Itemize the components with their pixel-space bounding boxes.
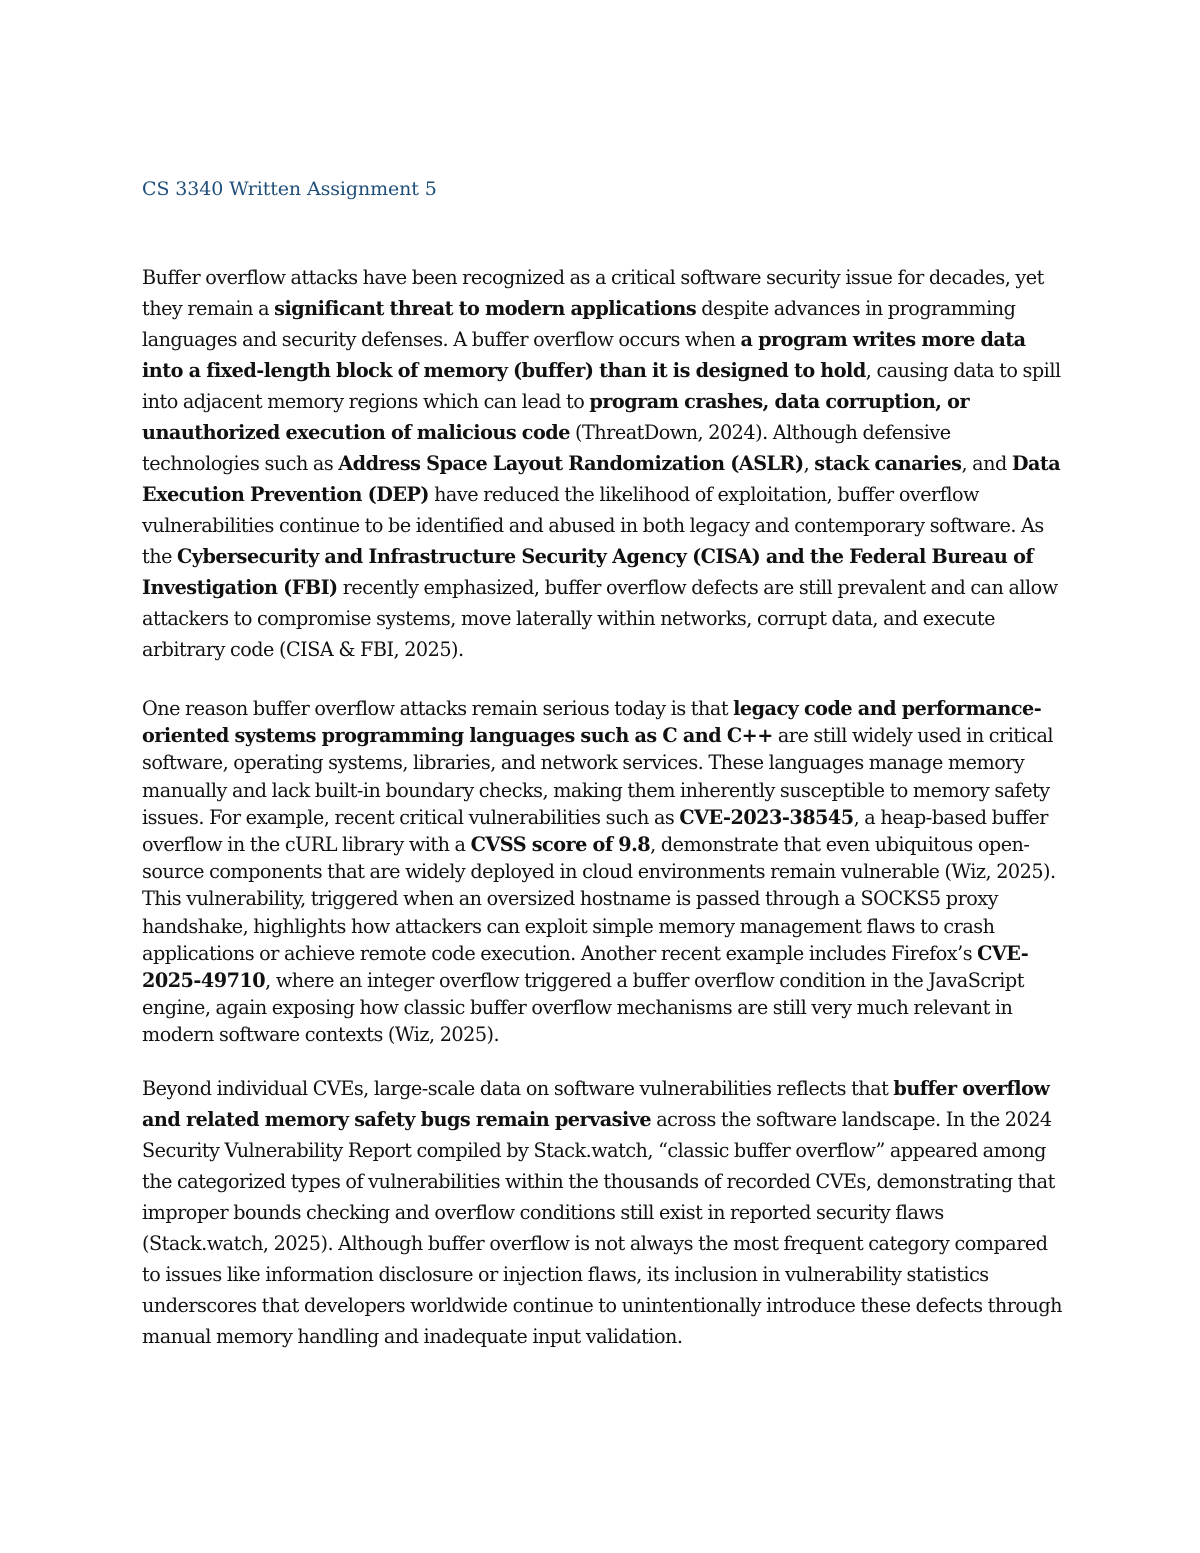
bold-run: buffer overflow and related memory safety bugs remain pervasive bbox=[142, 1077, 1050, 1131]
bold-run: Cybersecurity and Infrastructure Security Agency (CISA) and the Federal Bureau of Investigation (FBI) bbox=[142, 545, 1034, 599]
text-run: (ThreatDown, 2024). Although defensive technologies such as bbox=[142, 421, 951, 475]
bold-run: CVE-2023-38545 bbox=[679, 805, 854, 829]
text-run: Beyond individual CVEs, large-scale data on software vulnerabilities reflects that bbox=[142, 1077, 894, 1100]
bold-run: legacy code and performance-oriented systems programming languages such as C and C++ bbox=[142, 697, 1042, 748]
text-run: One reason buffer overflow attacks remain serious today is that bbox=[142, 697, 734, 720]
text-run: , and bbox=[961, 452, 1012, 475]
document-title: CS 3340 Written Assignment 5 bbox=[142, 178, 437, 200]
text-run: recently emphasized, buffer overflow defects are still prevalent and can allow attackers to compromise systems, move laterally within networks, corrupt data, and execute arbitrary code (CISA & FBI, 2025). bbox=[142, 576, 1058, 661]
paragraph-3 bbox=[142, 1073, 1062, 1352]
bold-run: Address Space Layout Randomization (ASLR) bbox=[338, 452, 804, 475]
text-run: , a heap-based buffer overflow in the cURL library with a bbox=[142, 805, 1048, 857]
bold-run: CVSS score of 9.8 bbox=[470, 833, 651, 857]
text-run: Buffer overflow attacks have been recognized as a critical software security issue for decades, yet they remain a bbox=[142, 266, 1044, 320]
text-run: are still widely used in critical software, operating systems, libraries, and network services. These languages manage memory manually and lack built-in boundary checks, making them inherently susceptible to memory safety issues. For example, recent critical vulnerabilities such as bbox=[142, 724, 1054, 829]
paragraph-1 bbox=[142, 262, 1062, 665]
paragraph-2 bbox=[142, 695, 1062, 1049]
text-run: , where an integer overflow triggered a buffer overflow condition in the JavaScript engine, again exposing how classic buffer overflow mechanisms are still very much relevant in modern software contexts (Wiz, 2025). bbox=[142, 969, 1024, 1047]
bold-run: CVE-2025-49710 bbox=[142, 941, 1029, 993]
bold-run: stack canaries bbox=[814, 452, 962, 475]
bold-run: a program writes more data into a fixed-length block of memory (buffer) than it is designed to hold bbox=[142, 328, 1026, 382]
text-run: have reduced the likelihood of exploitation, buffer overflow vulnerabilities continue to be identified and abused in both legacy and contemporary software. As the bbox=[142, 483, 1044, 568]
text-run: , demonstrate that even ubiquitous open-source components that are widely deployed in cloud environments remain vulnerable (Wiz, 2025). This vulnerability, triggered when an oversized hostname is passed through a SOCKS5 proxy handshake, highlights how attackers can exploit simple memory management flaws to crash applications or achieve remote code execution. Another recent example includes Firefox’s bbox=[142, 833, 1056, 965]
text-run: across the software landscape. In the 2024 Security Vulnerability Report compiled by Stack.watch, “classic buffer overflow” appeared among the categorized types of vulnerabilities within the thousands of recorded CVEs, demonstrating that improper bounds checking and overflow conditions still exist in reported security flaws (Stack.watch, 2025). Although buffer overflow is not always the most frequent category compared to issues like information disclosure or injection flaws, its inclusion in vulnerability statistics underscores that developers worldwide continue to unintentionally introduce these defects through manual memory handling and inadequate input validation. bbox=[142, 1108, 1062, 1348]
text-run: , bbox=[803, 452, 815, 475]
bold-run: significant threat to modern applications bbox=[274, 297, 697, 320]
bold-run: Data Execution Prevention (DEP) bbox=[142, 452, 1061, 506]
text-run: , causing data to spill into adjacent memory regions which can lead to bbox=[142, 359, 1061, 413]
bold-run: program crashes, data corruption, or unauthorized execution of malicious code bbox=[142, 390, 970, 444]
text-run: despite advances in programming languages and security defenses. A buffer overflow occurs when bbox=[142, 297, 1016, 351]
